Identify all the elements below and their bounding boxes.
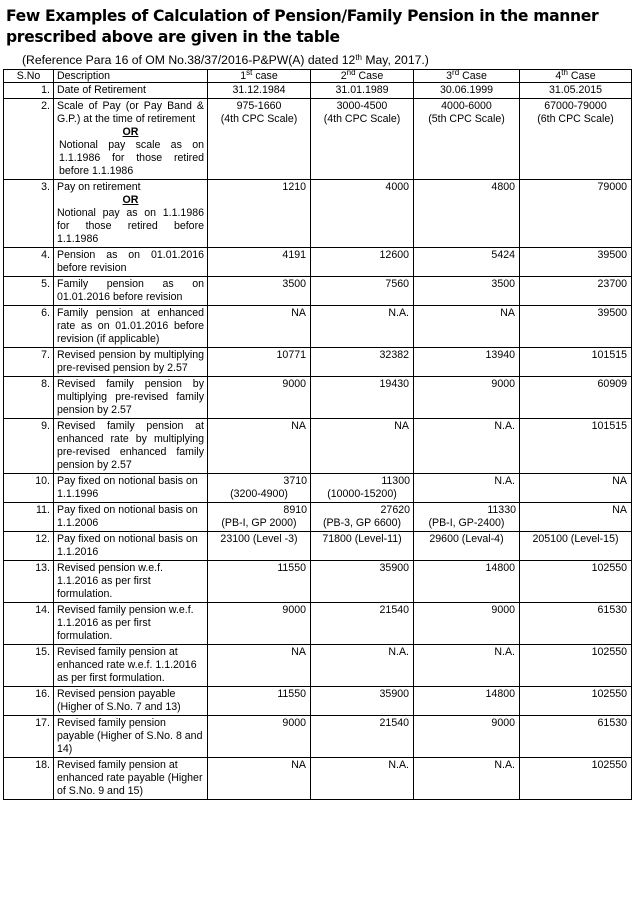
case-2-value: N.A. bbox=[311, 758, 414, 800]
case-1-value: 9000 bbox=[208, 377, 311, 419]
case-4-value: 61530 bbox=[520, 716, 632, 758]
case-3-value: 4800 bbox=[414, 180, 520, 248]
row-description: Family pension as on 01.01.2016 before revision bbox=[54, 277, 208, 306]
case-1-value: NA bbox=[208, 419, 311, 474]
case-1-value: 11550 bbox=[208, 687, 311, 716]
row-sno: 4. bbox=[4, 248, 54, 277]
case-2-value: 7560 bbox=[311, 277, 414, 306]
row-sno: 3. bbox=[4, 180, 54, 248]
case-2-value: 21540 bbox=[311, 716, 414, 758]
case-3-value: 4000-6000 (5th CPC Scale) bbox=[414, 99, 520, 180]
page-title: Few Examples of Calculation of Pension/Family Pension in the manner prescribed above are given in the table bbox=[6, 7, 599, 46]
row-description: Pay on retirement OR Notional pay as on 1.1.1986 for those retired before 1.1.1986 bbox=[54, 180, 208, 248]
row-description: Revised family pension by multiplying pre-revised family pension by 2.57 bbox=[54, 377, 208, 419]
case-2-value: 3000-4500 (4th CPC Scale) bbox=[311, 99, 414, 180]
row-sno: 1. bbox=[4, 83, 54, 99]
case-4-value: 60909 bbox=[520, 377, 632, 419]
header-case-3: 3rd Case bbox=[414, 70, 520, 83]
table-row bbox=[4, 83, 632, 99]
row-sno: 17. bbox=[4, 716, 54, 758]
case-2-value: 31.01.1989 bbox=[311, 83, 414, 99]
table-row bbox=[4, 419, 632, 474]
case-1-value: 4191 bbox=[208, 248, 311, 277]
case-4-value: 102550 bbox=[520, 758, 632, 800]
case-2-value: N.A. bbox=[311, 306, 414, 348]
row-description: Pay fixed on notional basis on 1.1.2006 bbox=[54, 503, 208, 532]
case-2-value: 27620 (PB-3, GP 6600) bbox=[311, 503, 414, 532]
row-sno: 7. bbox=[4, 348, 54, 377]
row-description: Revised pension by multiplying pre-revised pension by 2.57 bbox=[54, 348, 208, 377]
row-sno: 15. bbox=[4, 645, 54, 687]
case-3-value: 3500 bbox=[414, 277, 520, 306]
table-row bbox=[4, 99, 632, 180]
table-header-row bbox=[4, 70, 632, 83]
or-separator: OR bbox=[122, 194, 139, 206]
row-description: Pay fixed on notional basis on 1.1.2016 bbox=[54, 532, 208, 561]
table-row bbox=[4, 248, 632, 277]
header-description: Description bbox=[54, 70, 208, 83]
table-row bbox=[4, 474, 632, 503]
case-1-value: NA bbox=[208, 758, 311, 800]
row-sno: 5. bbox=[4, 277, 54, 306]
case-4-value: 39500 bbox=[520, 306, 632, 348]
row-sno: 12. bbox=[4, 532, 54, 561]
case-2-value: 71800 (Level-11) bbox=[311, 532, 414, 561]
table-row bbox=[4, 377, 632, 419]
case-4-value: 102550 bbox=[520, 645, 632, 687]
case-2-value: 32382 bbox=[311, 348, 414, 377]
case-1-value: 11550 bbox=[208, 561, 311, 603]
table-row bbox=[4, 503, 632, 532]
row-description: Date of Retirement bbox=[54, 83, 208, 99]
case-2-value: 19430 bbox=[311, 377, 414, 419]
case-3-value: 14800 bbox=[414, 687, 520, 716]
row-description: Revised pension payable (Higher of S.No. 7 and 13) bbox=[54, 687, 208, 716]
table-row bbox=[4, 306, 632, 348]
row-sno: 11. bbox=[4, 503, 54, 532]
row-description: Revised family pension payable (Higher of S.No. 8 and 14) bbox=[54, 716, 208, 758]
case-1-value: 31.12.1984 bbox=[208, 83, 311, 99]
row-sno: 13. bbox=[4, 561, 54, 603]
case-3-value: N.A. bbox=[414, 645, 520, 687]
row-sno: 14. bbox=[4, 603, 54, 645]
row-description: Revised family pension w.e.f. 1.1.2016 as per first formulation. bbox=[54, 603, 208, 645]
case-1-value: 10771 bbox=[208, 348, 311, 377]
table-row bbox=[4, 716, 632, 758]
case-3-value: 9000 bbox=[414, 603, 520, 645]
case-4-value: 205100 (Level-15) bbox=[520, 532, 632, 561]
case-3-value: 5424 bbox=[414, 248, 520, 277]
case-3-value: 9000 bbox=[414, 716, 520, 758]
case-4-value: 31.05.2015 bbox=[520, 83, 632, 99]
row-description: Revised pension w.e.f. 1.1.2016 as per first formulation. bbox=[54, 561, 208, 603]
case-2-value: NA bbox=[311, 419, 414, 474]
row-sno: 9. bbox=[4, 419, 54, 474]
case-3-value: 11330 (PB-I, GP-2400) bbox=[414, 503, 520, 532]
case-1-value: 975-1660 (4th CPC Scale) bbox=[208, 99, 311, 180]
case-4-value: 61530 bbox=[520, 603, 632, 645]
row-description: Pension as on 01.01.2016 before revision bbox=[54, 248, 208, 277]
case-3-value: 14800 bbox=[414, 561, 520, 603]
table-row bbox=[4, 348, 632, 377]
header-case-2: 2nd Case bbox=[311, 70, 414, 83]
case-4-value: 102550 bbox=[520, 687, 632, 716]
case-2-value: 35900 bbox=[311, 561, 414, 603]
case-4-value: 39500 bbox=[520, 248, 632, 277]
row-sno: 2. bbox=[4, 99, 54, 180]
case-3-value: NA bbox=[414, 306, 520, 348]
header-case-4: 4th Case bbox=[520, 70, 632, 83]
row-description: Revised family pension at enhanced rate by multiplying pre-revised enhanced family pension by 2.57 bbox=[54, 419, 208, 474]
case-1-value: NA bbox=[208, 306, 311, 348]
case-4-value: 79000 bbox=[520, 180, 632, 248]
row-sno: 16. bbox=[4, 687, 54, 716]
reference-text: (Reference Para 16 of OM No.38/37/2016-P&PW(A) dated 12 bbox=[22, 53, 356, 67]
case-1-value: 3710 (3200-4900) bbox=[208, 474, 311, 503]
table-row bbox=[4, 758, 632, 800]
row-description: Pay fixed on notional basis on 1.1.1996 bbox=[54, 474, 208, 503]
case-3-value: N.A. bbox=[414, 419, 520, 474]
case-4-value: 101515 bbox=[520, 419, 632, 474]
case-1-value: 9000 bbox=[208, 603, 311, 645]
case-2-value: 11300 (10000-15200) bbox=[311, 474, 414, 503]
row-description: Revised family pension at enhanced rate payable (Higher of S.No. 9 and 15) bbox=[54, 758, 208, 800]
table-row bbox=[4, 277, 632, 306]
case-4-value: 102550 bbox=[520, 561, 632, 603]
pension-examples-table bbox=[3, 69, 632, 800]
case-3-value: 29600 (Leval-4) bbox=[414, 532, 520, 561]
case-1-value: NA bbox=[208, 645, 311, 687]
case-4-value: 101515 bbox=[520, 348, 632, 377]
case-1-value: 23100 (Level -3) bbox=[208, 532, 311, 561]
row-sno: 10. bbox=[4, 474, 54, 503]
reference-text-end: May, 2017.) bbox=[361, 53, 429, 67]
table-row bbox=[4, 603, 632, 645]
case-2-value: 35900 bbox=[311, 687, 414, 716]
case-4-value: NA bbox=[520, 503, 632, 532]
case-2-value: 12600 bbox=[311, 248, 414, 277]
row-sno: 18. bbox=[4, 758, 54, 800]
or-separator: OR bbox=[122, 126, 139, 138]
table-row bbox=[4, 561, 632, 603]
row-sno: 6. bbox=[4, 306, 54, 348]
case-1-value: 3500 bbox=[208, 277, 311, 306]
case-4-value: 23700 bbox=[520, 277, 632, 306]
table-row bbox=[4, 180, 632, 248]
table-row bbox=[4, 687, 632, 716]
table-row bbox=[4, 532, 632, 561]
row-description: Scale of Pay (or Pay Band & G.P.) at the time of retirement OR Notional pay scale as on 1.1.1986 for those retired before 1.1.1986 bbox=[54, 99, 208, 180]
case-4-value: 67000-79000 (6th CPC Scale) bbox=[520, 99, 632, 180]
case-3-value: N.A. bbox=[414, 474, 520, 503]
row-sno: 8. bbox=[4, 377, 54, 419]
case-1-value: 1210 bbox=[208, 180, 311, 248]
row-description: Revised family pension at enhanced rate w.e.f. 1.1.2016 as per first formulation. bbox=[54, 645, 208, 687]
table-row bbox=[4, 645, 632, 687]
case-1-value: 9000 bbox=[208, 716, 311, 758]
reference-line bbox=[22, 53, 429, 67]
header-case-1: 1st case bbox=[208, 70, 311, 83]
case-1-value: 8910 (PB-I, GP 2000) bbox=[208, 503, 311, 532]
case-4-value: NA bbox=[520, 474, 632, 503]
case-2-value: 4000 bbox=[311, 180, 414, 248]
case-3-value: 13940 bbox=[414, 348, 520, 377]
case-2-value: 21540 bbox=[311, 603, 414, 645]
header-sno: S.No bbox=[4, 70, 54, 83]
reference-date-suffix: th bbox=[355, 53, 362, 62]
case-2-value: N.A. bbox=[311, 645, 414, 687]
case-3-value: 9000 bbox=[414, 377, 520, 419]
row-description: Family pension at enhanced rate as on 01.01.2016 before revision (if applicable) bbox=[54, 306, 208, 348]
case-3-value: 30.06.1999 bbox=[414, 83, 520, 99]
case-3-value: N.A. bbox=[414, 758, 520, 800]
